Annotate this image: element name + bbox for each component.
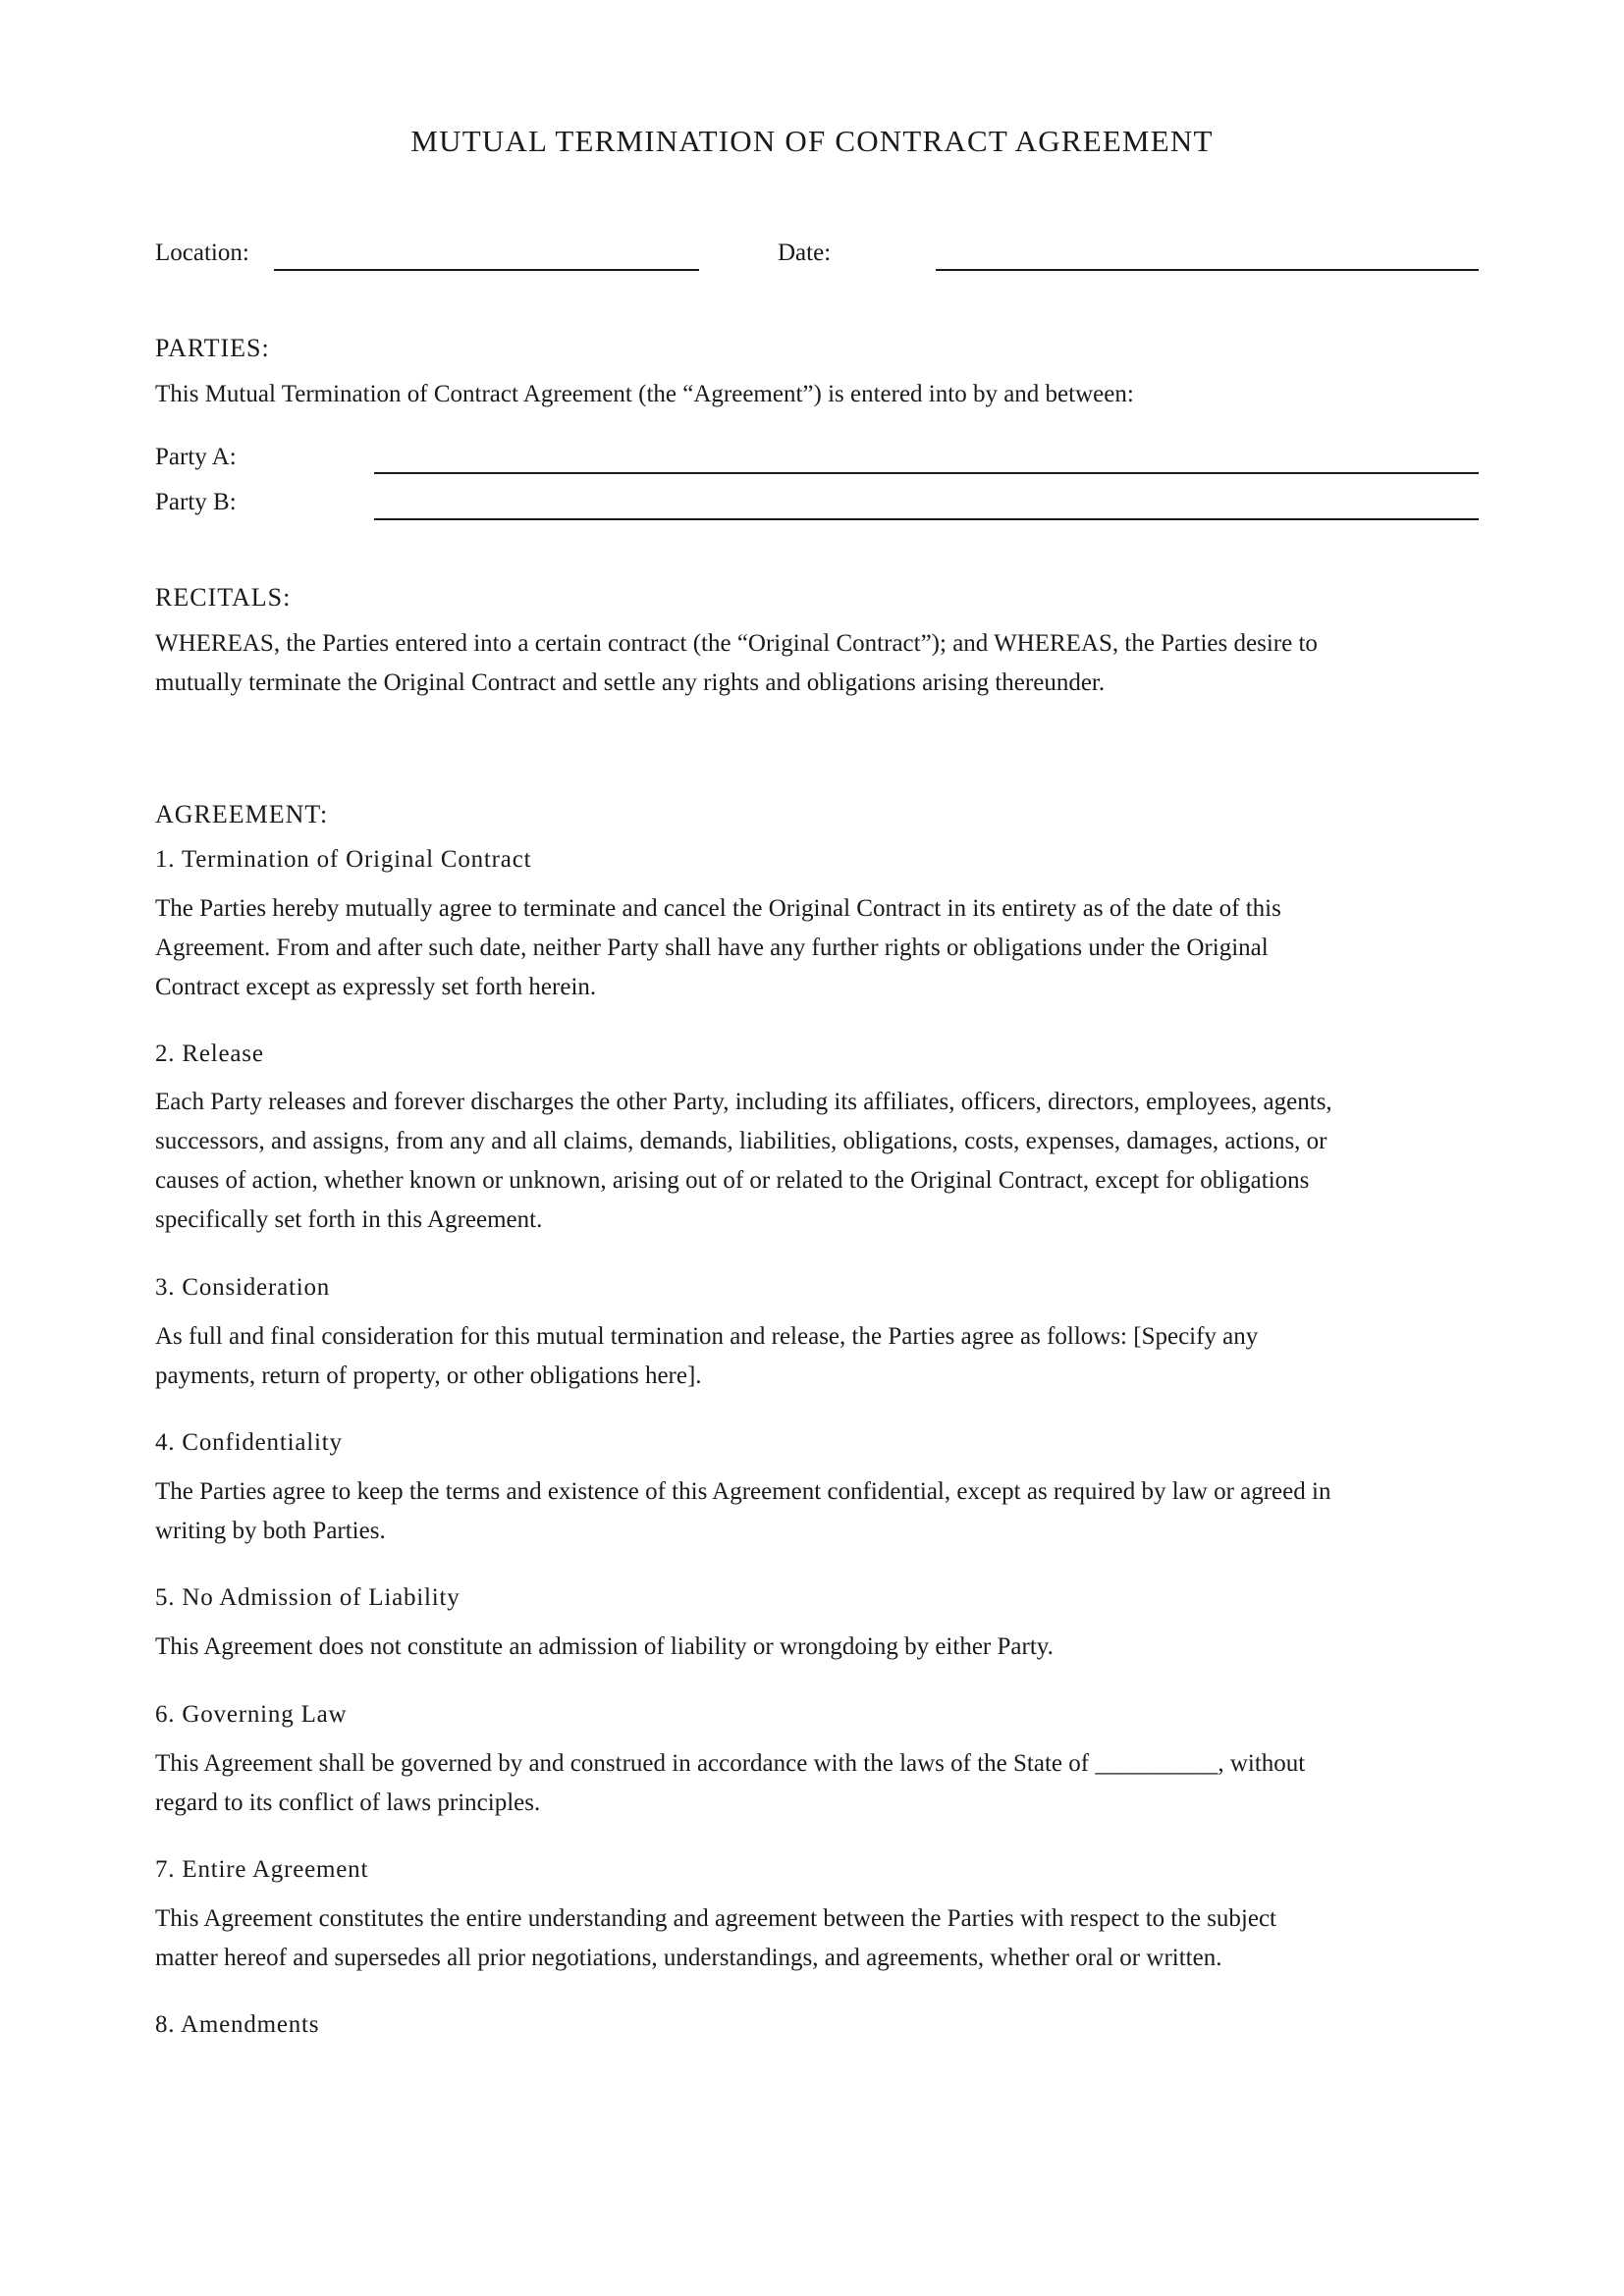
party-b-field-line[interactable] xyxy=(374,518,1479,520)
paragraph-line: This Agreement constitutes the entire understanding and agreement between the Parties with respect to the subject xyxy=(155,1905,1277,1932)
section-5-body xyxy=(155,1628,1481,1667)
section-7-body xyxy=(155,1899,1481,1978)
paragraph-line: This Agreement shall be governed by and construed in accordance with the laws of the State of __________, without xyxy=(155,1750,1306,1777)
paragraph-line: This Agreement does not constitute an admission of liability or wrongdoing by either Party. xyxy=(155,1633,1054,1660)
location-field-line[interactable] xyxy=(274,269,699,271)
section-1-body xyxy=(155,889,1481,1007)
section-8-heading: 8. Amendments xyxy=(155,2011,320,2038)
paragraph-line: successors, and assigns, from any and all claims, demands, liabilities, obligations, costs, expenses, damages, actions, or xyxy=(155,1128,1327,1154)
party-b-label: Party B: xyxy=(155,489,237,515)
paragraph-line: payments, return of property, or other obligations here]. xyxy=(155,1362,702,1389)
paragraph-line: Each Party releases and forever discharges the other Party, including its affiliates, officers, directors, employees, agents, xyxy=(155,1089,1332,1115)
paragraph-line: matter hereof and supersedes all prior negotiations, understandings, and agreements, whether oral or written. xyxy=(155,1945,1222,1971)
location-label: Location: xyxy=(155,240,249,266)
section-6-body xyxy=(155,1744,1481,1823)
date-label: Date: xyxy=(778,240,832,266)
section-3-heading: 3. Consideration xyxy=(155,1274,331,1301)
recitals-heading: RECITALS: xyxy=(155,583,292,612)
section-2-heading: 2. Release xyxy=(155,1041,264,1067)
paragraph-line: causes of action, whether known or unknown, arising out of or related to the Original Contract, except for obligations xyxy=(155,1167,1310,1194)
party-a-label: Party A: xyxy=(155,444,237,470)
section-4-body xyxy=(155,1472,1481,1551)
agreement-heading: AGREEMENT: xyxy=(155,800,329,828)
party-a-field-line[interactable] xyxy=(374,472,1479,474)
section-1-heading: 1. Termination of Original Contract xyxy=(155,846,532,873)
paragraph-line: mutually terminate the Original Contract and settle any rights and obligations arising thereunder. xyxy=(155,669,1106,696)
paragraph-line: The Parties hereby mutually agree to terminate and cancel the Original Contract in its entirety as of the date of this xyxy=(155,895,1281,922)
paragraph-line: Agreement. From and after such date, neither Party shall have any further rights or obligations under the Original xyxy=(155,934,1269,961)
paragraph-line: writing by both Parties. xyxy=(155,1518,386,1544)
section-3-body xyxy=(155,1317,1481,1396)
section-5-heading: 5. No Admission of Liability xyxy=(155,1584,460,1611)
parties-intro: This Mutual Termination of Contract Agreement (the “Agreement”) is entered into by and between: xyxy=(155,381,1134,407)
paragraph-line: regard to its conflict of laws principles. xyxy=(155,1789,541,1816)
section-6-heading: 6. Governing Law xyxy=(155,1701,348,1728)
date-field-line[interactable] xyxy=(936,269,1479,271)
paragraph-line: specifically set forth in this Agreement. xyxy=(155,1206,543,1233)
paragraph-line: WHEREAS, the Parties entered into a certain contract (the “Original Contract”); and WHEREAS, the Parties desire to xyxy=(155,630,1318,657)
paragraph-line: Contract except as expressly set forth herein. xyxy=(155,974,597,1000)
section-4-heading: 4. Confidentiality xyxy=(155,1429,343,1456)
section-7-heading: 7. Entire Agreement xyxy=(155,1856,369,1883)
document-title: MUTUAL TERMINATION OF CONTRACT AGREEMENT xyxy=(410,124,1214,158)
recitals-paragraph xyxy=(155,624,1481,703)
paragraph-line: The Parties agree to keep the terms and existence of this Agreement confidential, except as required by law or agreed in xyxy=(155,1478,1331,1505)
parties-heading: PARTIES: xyxy=(155,334,270,362)
paragraph-line: As full and final consideration for this mutual termination and release, the Parties agree as follows: [Specify any xyxy=(155,1323,1259,1350)
section-2-body xyxy=(155,1083,1481,1240)
